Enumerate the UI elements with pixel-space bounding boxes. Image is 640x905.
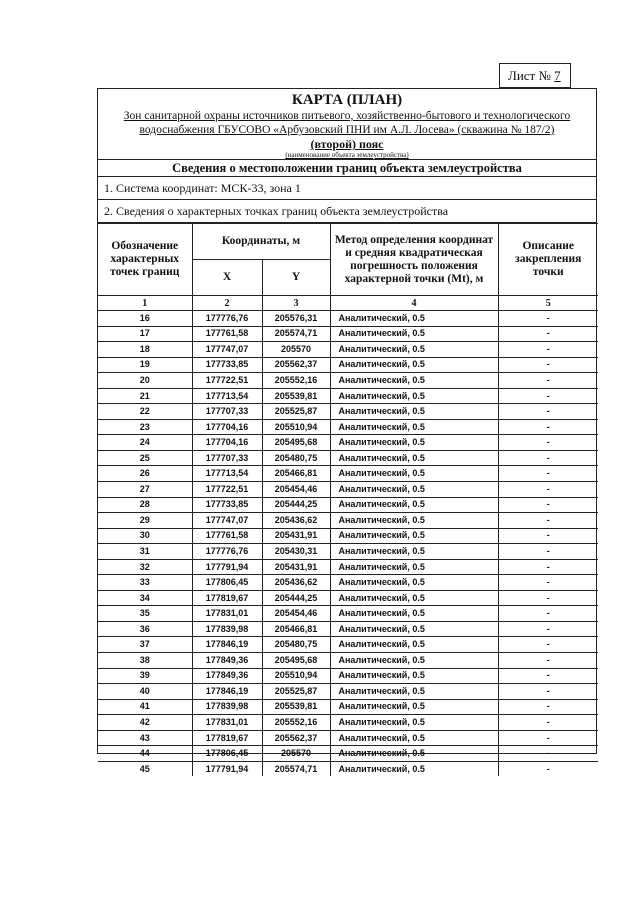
description-cell: - <box>498 435 598 451</box>
table-row <box>98 513 598 529</box>
description-cell: - <box>498 575 598 591</box>
point-number: 37 <box>98 637 192 653</box>
point-number: 33 <box>98 575 192 591</box>
method-cell: Аналитический, 0.5 <box>330 388 498 404</box>
y-coordinate: 205436,62 <box>262 513 330 529</box>
y-coordinate: 205539,81 <box>262 699 330 715</box>
column-number: 4 <box>330 296 498 311</box>
description-cell: - <box>498 373 598 389</box>
zone-label: (второй) пояс <box>310 137 384 151</box>
y-coordinate: 205562,37 <box>262 357 330 373</box>
x-coordinate: 177791,94 <box>192 761 262 776</box>
method-cell: Аналитический, 0.5 <box>330 746 498 762</box>
x-coordinate: 177849,36 <box>192 668 262 684</box>
description-cell: - <box>498 513 598 529</box>
method-cell: Аналитический, 0.5 <box>330 761 498 776</box>
x-coordinate: 177707,33 <box>192 450 262 466</box>
method-cell: Аналитический, 0.5 <box>330 466 498 482</box>
description-cell: - <box>498 590 598 606</box>
point-number: 29 <box>98 513 192 529</box>
point-number: 20 <box>98 373 192 389</box>
table-row <box>98 653 598 669</box>
description-cell: - <box>498 730 598 746</box>
y-coordinate: 205510,94 <box>262 419 330 435</box>
method-cell: Аналитический, 0.5 <box>330 606 498 622</box>
x-coordinate: 177776,76 <box>192 311 262 327</box>
points-section-title: 2. Сведения о характерных точках границ объекта землеустройства <box>98 200 596 223</box>
table-row <box>98 559 598 575</box>
subtitle-line-2: водоснабжения ГБУСОВО «Арбузовский ПНИ им А.Л. Лосева» (скважина № 187/2) <box>139 124 555 136</box>
method-cell: Аналитический, 0.5 <box>330 590 498 606</box>
y-coordinate: 205466,81 <box>262 621 330 637</box>
method-cell: Аналитический, 0.5 <box>330 637 498 653</box>
table-row <box>98 575 598 591</box>
method-cell: Аналитический, 0.5 <box>330 621 498 637</box>
x-coordinate: 177819,67 <box>192 730 262 746</box>
sheet-number-box <box>499 63 571 88</box>
y-coordinate: 205480,75 <box>262 450 330 466</box>
method-cell: Аналитический, 0.5 <box>330 544 498 560</box>
point-number: 26 <box>98 466 192 482</box>
description-cell: - <box>498 559 598 575</box>
sheet-label: Лист № <box>508 68 551 83</box>
y-coordinate: 205570 <box>262 342 330 358</box>
description-cell: - <box>498 699 598 715</box>
x-coordinate: 177707,33 <box>192 404 262 420</box>
x-coordinate: 177791,94 <box>192 559 262 575</box>
point-number: 21 <box>98 388 192 404</box>
header-coordinates: Координаты, м <box>192 224 330 260</box>
point-number: 41 <box>98 699 192 715</box>
x-coordinate: 177839,98 <box>192 699 262 715</box>
table-row <box>98 684 598 700</box>
method-cell: Аналитический, 0.5 <box>330 497 498 513</box>
document-frame <box>97 88 597 774</box>
x-coordinate: 177776,76 <box>192 544 262 560</box>
method-cell: Аналитический, 0.5 <box>330 715 498 731</box>
y-coordinate: 205454,46 <box>262 606 330 622</box>
y-coordinate: 205444,25 <box>262 497 330 513</box>
y-coordinate: 205574,71 <box>262 761 330 776</box>
point-number: 38 <box>98 653 192 669</box>
y-coordinate: 205466,81 <box>262 466 330 482</box>
column-number: 2 <box>192 296 262 311</box>
table-row <box>98 357 598 373</box>
y-coordinate: 205495,68 <box>262 435 330 451</box>
point-number: 18 <box>98 342 192 358</box>
y-coordinate: 205576,31 <box>262 311 330 327</box>
column-number: 1 <box>98 296 192 311</box>
table-row <box>98 497 598 513</box>
section-title: Сведения о местоположении границ объекта землеустройства <box>98 160 596 177</box>
table-row <box>98 404 598 420</box>
point-number: 36 <box>98 621 192 637</box>
description-cell: - <box>498 466 598 482</box>
description-cell: - <box>498 606 598 622</box>
description-cell: - <box>498 388 598 404</box>
y-coordinate: 205431,91 <box>262 528 330 544</box>
point-number: 43 <box>98 730 192 746</box>
y-coordinate: 205510,94 <box>262 668 330 684</box>
x-coordinate: 177846,19 <box>192 684 262 700</box>
table-row <box>98 450 598 466</box>
x-coordinate: 177806,45 <box>192 746 262 762</box>
x-coordinate: 177747,07 <box>192 513 262 529</box>
description-cell: - <box>498 684 598 700</box>
method-cell: Аналитический, 0.5 <box>330 559 498 575</box>
description-cell: - <box>498 621 598 637</box>
method-cell: Аналитический, 0.5 <box>330 311 498 327</box>
table-row <box>98 388 598 404</box>
point-number: 24 <box>98 435 192 451</box>
x-coordinate: 177849,36 <box>192 653 262 669</box>
header-method: Метод определения координат и средняя квадратическая погрешность положения характерной точки (Mt), м <box>330 224 498 296</box>
method-cell: Аналитический, 0.5 <box>330 513 498 529</box>
x-coordinate: 177806,45 <box>192 575 262 591</box>
point-number: 25 <box>98 450 192 466</box>
y-coordinate: 205552,16 <box>262 373 330 389</box>
point-number: 35 <box>98 606 192 622</box>
point-number: 22 <box>98 404 192 420</box>
y-coordinate: 205454,46 <box>262 482 330 498</box>
table-row <box>98 668 598 684</box>
point-number: 44 <box>98 746 192 762</box>
y-coordinate: 205552,16 <box>262 715 330 731</box>
y-coordinate: 205574,71 <box>262 326 330 342</box>
table-row <box>98 342 598 358</box>
description-cell: - <box>498 746 598 762</box>
x-coordinate: 177733,85 <box>192 357 262 373</box>
description-cell: - <box>498 528 598 544</box>
point-number: 17 <box>98 326 192 342</box>
table-row <box>98 544 598 560</box>
point-number: 34 <box>98 590 192 606</box>
y-coordinate: 205431,91 <box>262 559 330 575</box>
table-row <box>98 311 598 327</box>
coordinate-system: 1. Система координат: МСК-33, зона 1 <box>98 177 596 200</box>
header-designation: Обозначение характерных точек границ <box>98 224 192 296</box>
header-description: Описание закрепления точки <box>498 224 598 296</box>
y-coordinate: 205539,81 <box>262 388 330 404</box>
table-row <box>98 482 598 498</box>
y-coordinate: 205480,75 <box>262 637 330 653</box>
x-coordinate: 177831,01 <box>192 715 262 731</box>
description-cell: - <box>498 326 598 342</box>
point-number: 27 <box>98 482 192 498</box>
document-header <box>98 91 596 160</box>
description-cell: - <box>498 715 598 731</box>
y-coordinate: 205436,62 <box>262 575 330 591</box>
table-row <box>98 761 598 776</box>
description-cell: - <box>498 342 598 358</box>
point-number: 28 <box>98 497 192 513</box>
table-row <box>98 466 598 482</box>
description-cell: - <box>498 419 598 435</box>
x-coordinate: 177761,58 <box>192 326 262 342</box>
point-number: 32 <box>98 559 192 575</box>
description-cell: - <box>498 497 598 513</box>
sheet-number: 7 <box>554 68 561 83</box>
method-cell: Аналитический, 0.5 <box>330 326 498 342</box>
method-cell: Аналитический, 0.5 <box>330 435 498 451</box>
description-cell: - <box>498 544 598 560</box>
description-cell: - <box>498 637 598 653</box>
x-coordinate: 177713,54 <box>192 466 262 482</box>
x-coordinate: 177704,16 <box>192 435 262 451</box>
x-coordinate: 177839,98 <box>192 621 262 637</box>
y-coordinate: 205570 <box>262 746 330 762</box>
table-row <box>98 419 598 435</box>
x-coordinate: 177846,19 <box>192 637 262 653</box>
method-cell: Аналитический, 0.5 <box>330 699 498 715</box>
x-coordinate: 177704,16 <box>192 419 262 435</box>
y-coordinate: 205562,37 <box>262 730 330 746</box>
table-row <box>98 699 598 715</box>
y-coordinate: 205495,68 <box>262 653 330 669</box>
x-coordinate: 177722,51 <box>192 373 262 389</box>
x-coordinate: 177733,85 <box>192 497 262 513</box>
subtitle-line-1: Зон санитарной охраны источников питьевого, хозяйственно-бытового и технологического <box>123 110 571 122</box>
description-cell: - <box>498 357 598 373</box>
method-cell: Аналитический, 0.5 <box>330 575 498 591</box>
point-number: 39 <box>98 668 192 684</box>
point-number: 31 <box>98 544 192 560</box>
table-row <box>98 326 598 342</box>
column-number: 3 <box>262 296 330 311</box>
description-cell: - <box>498 761 598 776</box>
points-table-body <box>98 296 598 777</box>
column-number: 5 <box>498 296 598 311</box>
column-numbers-row <box>98 296 598 311</box>
method-cell: Аналитический, 0.5 <box>330 419 498 435</box>
method-cell: Аналитический, 0.5 <box>330 730 498 746</box>
point-number: 42 <box>98 715 192 731</box>
x-coordinate: 177761,58 <box>192 528 262 544</box>
y-coordinate: 205444,25 <box>262 590 330 606</box>
method-cell: Аналитический, 0.5 <box>330 404 498 420</box>
table-row <box>98 373 598 389</box>
table-row <box>98 637 598 653</box>
description-cell: - <box>498 653 598 669</box>
point-number: 19 <box>98 357 192 373</box>
table-row <box>98 730 598 746</box>
description-cell: - <box>498 450 598 466</box>
method-cell: Аналитический, 0.5 <box>330 653 498 669</box>
x-coordinate: 177747,07 <box>192 342 262 358</box>
points-table <box>98 223 598 776</box>
object-caption: (наименование объекта землеустройства) <box>285 151 409 159</box>
description-cell: - <box>498 668 598 684</box>
point-number: 23 <box>98 419 192 435</box>
header-y: Y <box>262 260 330 296</box>
table-row <box>98 435 598 451</box>
point-number: 40 <box>98 684 192 700</box>
x-coordinate: 177831,01 <box>192 606 262 622</box>
description-cell: - <box>498 311 598 327</box>
method-cell: Аналитический, 0.5 <box>330 684 498 700</box>
method-cell: Аналитический, 0.5 <box>330 450 498 466</box>
y-coordinate: 205525,87 <box>262 684 330 700</box>
table-row <box>98 528 598 544</box>
table-row <box>98 746 598 762</box>
header-x: X <box>192 260 262 296</box>
x-coordinate: 177819,67 <box>192 590 262 606</box>
description-cell: - <box>498 404 598 420</box>
table-row <box>98 621 598 637</box>
y-coordinate: 205430,31 <box>262 544 330 560</box>
method-cell: Аналитический, 0.5 <box>330 373 498 389</box>
point-number: 16 <box>98 311 192 327</box>
page-title: КАРТА (ПЛАН) <box>291 92 403 108</box>
method-cell: Аналитический, 0.5 <box>330 357 498 373</box>
y-coordinate: 205525,87 <box>262 404 330 420</box>
method-cell: Аналитический, 0.5 <box>330 342 498 358</box>
table-row <box>98 606 598 622</box>
method-cell: Аналитический, 0.5 <box>330 482 498 498</box>
description-cell: - <box>498 482 598 498</box>
method-cell: Аналитический, 0.5 <box>330 528 498 544</box>
point-number: 30 <box>98 528 192 544</box>
x-coordinate: 177713,54 <box>192 388 262 404</box>
table-row <box>98 590 598 606</box>
x-coordinate: 177722,51 <box>192 482 262 498</box>
method-cell: Аналитический, 0.5 <box>330 668 498 684</box>
point-number: 45 <box>98 761 192 776</box>
table-row <box>98 715 598 731</box>
